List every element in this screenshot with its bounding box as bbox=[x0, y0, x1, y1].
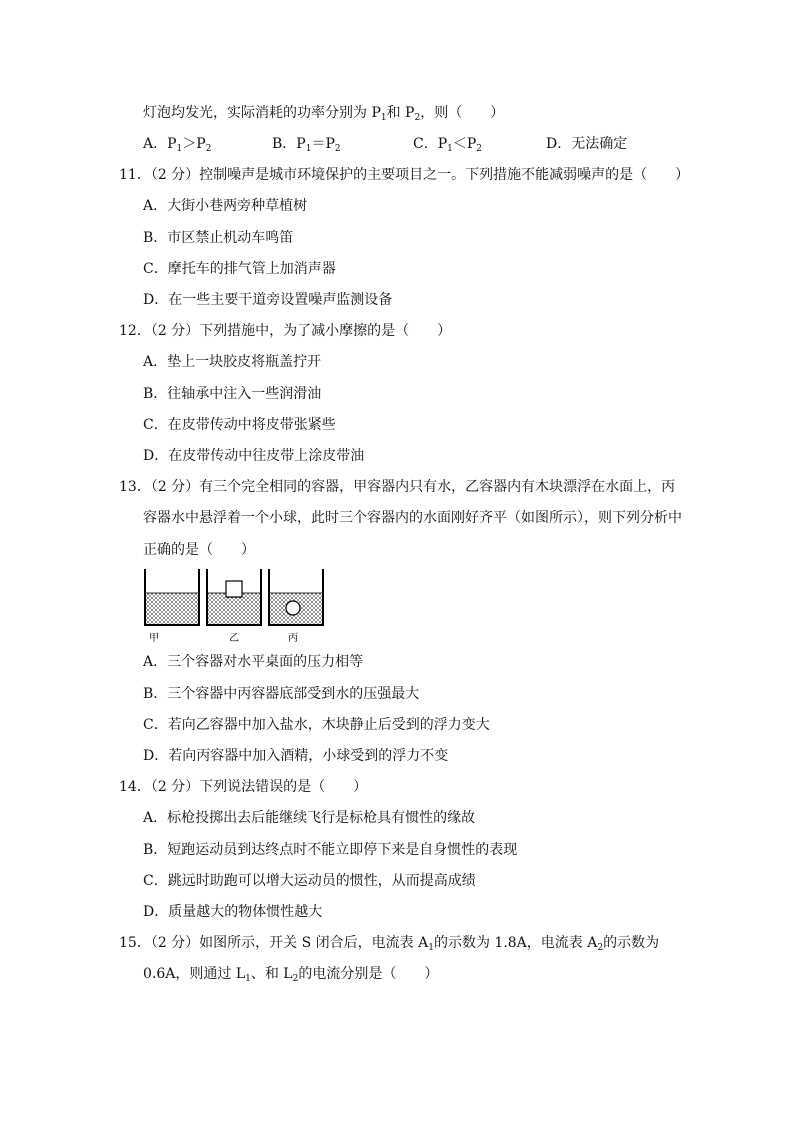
q13-containers-figure bbox=[143, 565, 333, 645]
label-yi: 乙 bbox=[229, 633, 239, 644]
container-yi bbox=[207, 569, 261, 625]
q13-option-a: A．三个容器对水平桌面的压力相等 bbox=[143, 654, 364, 670]
q10-option-b: B．$P_1=P_2$ bbox=[272, 136, 341, 154]
q13-option-c: C．若向乙容器中加入盐水，木块静止后受到的浮力变大 bbox=[143, 717, 490, 733]
q14-stem: 14．（2 分）下列说法错误的是（ ） bbox=[119, 779, 368, 795]
q11-stem: 11．（2 分）控制噪声是城市环境保护的主要项目之一。下列措施不能减弱噪声的是（ ） bbox=[119, 167, 690, 183]
q11-option-a: A．大街小巷两旁种草植树 bbox=[143, 198, 308, 214]
q12-stem: 12．（2 分）下列措施中，为了减小摩擦的是（ ） bbox=[119, 323, 452, 339]
q13-option-b: B．三个容器中丙容器底部受到水的压强最大 bbox=[143, 686, 420, 702]
small-ball bbox=[286, 601, 300, 615]
q10-stem-continuation: 灯泡均发光，实际消耗的功率分别为 $P_1$和 $P_2$，则（ ） bbox=[143, 105, 505, 123]
q13-stem-line2: 容器水中悬浮着一个小球，此时三个容器内的水面刚好齐平（如图所示），则下列分析中 bbox=[143, 510, 682, 526]
q10-option-a: A．$P_1>P_2$ bbox=[143, 136, 212, 154]
wood-block bbox=[226, 581, 242, 597]
q15-stem-line2: 0.6A，则通过 $L_1$、和 $L_2$的电流分别是（ ） bbox=[143, 966, 439, 984]
label-jia: 甲 bbox=[149, 633, 159, 644]
q14-option-c: C．跳远时助跑可以增大运动员的惯性，从而提高成绩 bbox=[143, 873, 476, 889]
q12-option-a: A．垫上一块胶皮将瓶盖拧开 bbox=[143, 354, 322, 370]
container-bing bbox=[269, 569, 323, 625]
q12-option-b: B．往轴承中注入一些润滑油 bbox=[143, 386, 322, 402]
q13-stem-line1: 13．（2 分）有三个完全相同的容器，甲容器内只有水，乙容器内有木块漂浮在水面上，丙 bbox=[119, 479, 676, 495]
q11-option-c: C．摩托车的排气管上加消声器 bbox=[143, 261, 336, 277]
q12-option-d: D．在皮带传动中往皮带上涂皮带油 bbox=[143, 448, 365, 464]
q14-option-a: A．标枪投掷出去后能继续飞行是标枪具有惯性的缘故 bbox=[143, 810, 476, 826]
q13-stem-line3: 正确的是（ ） bbox=[143, 542, 255, 558]
q14-option-d: D．质量越大的物体惯性越大 bbox=[143, 904, 323, 920]
q10-option-d: D．无法确定 bbox=[546, 136, 628, 152]
q15-stem-line1: 15．（2 分）如图所示，开关 S 闭合后，电流表 $A_1$的示数为 1.8A，电流表 $A_2$的示数为 bbox=[119, 935, 660, 953]
q14-option-b: B．短跑运动员到达终点时不能立即停下来是自身惯性的表现 bbox=[143, 842, 518, 858]
q12-option-c: C．在皮带传动中将皮带张紧些 bbox=[143, 417, 336, 433]
q11-option-d: D．在一些主要干道旁设置噪声监测设备 bbox=[143, 292, 393, 308]
label-bing: 丙 bbox=[288, 633, 298, 644]
q13-option-d: D．若向丙容器中加入酒精，小球受到的浮力不变 bbox=[143, 748, 449, 764]
q11-option-b: B．市区禁止机动车鸣笛 bbox=[143, 230, 294, 246]
container-jia bbox=[145, 569, 199, 625]
q10-option-c: C．$P_1<P_2$ bbox=[413, 136, 483, 154]
